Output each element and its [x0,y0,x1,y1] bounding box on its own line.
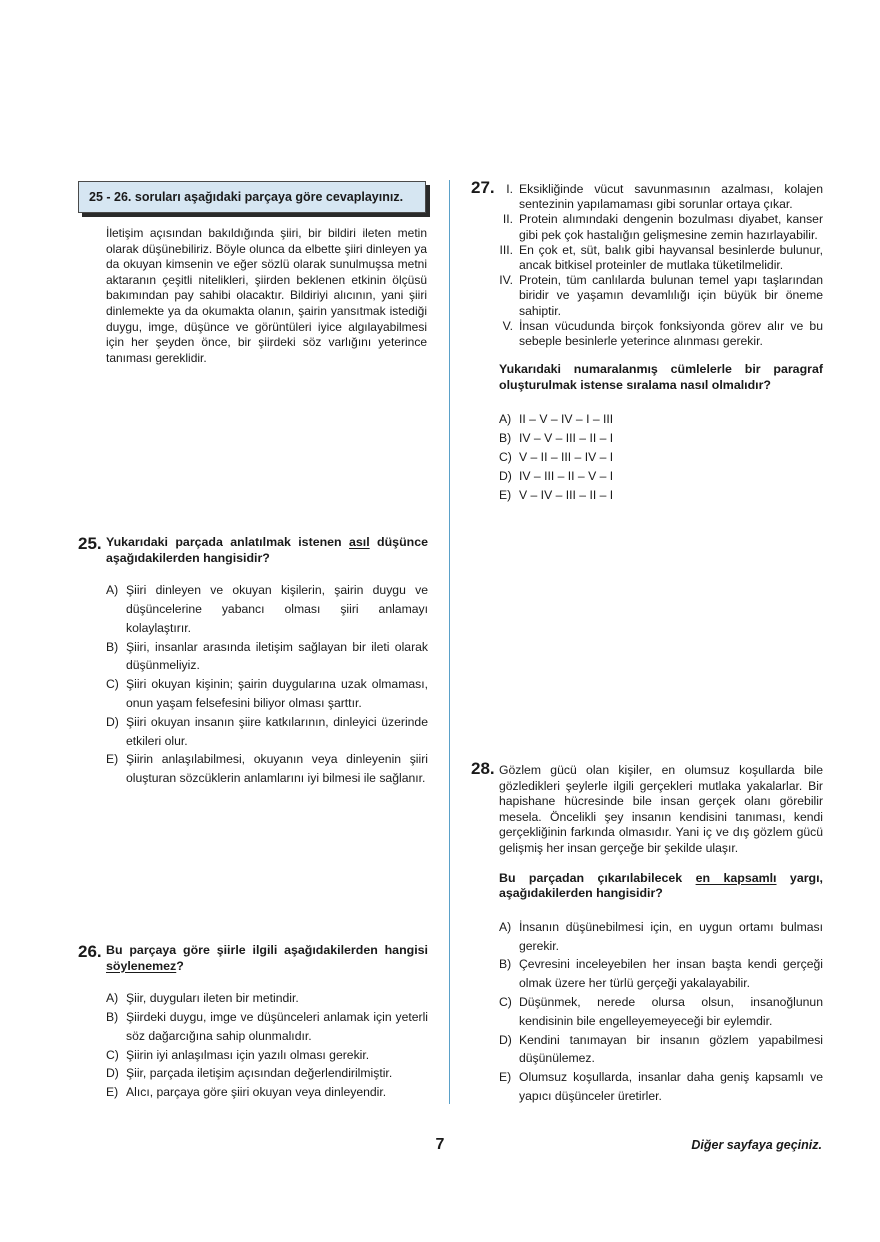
question-27 [471,179,823,504]
question-number: 25. [78,534,102,553]
option-e[interactable]: E) Olumsuz koşullarda, insanlar daha geniş kapsamlı ve yapıcı düşünceler üretirler. [499,1070,823,1103]
option-b[interactable]: B) IV – V – III – II – I [499,431,614,446]
underlined-word: söylenemez [106,958,177,973]
sentence-v: V. İnsan vücudunda birçok fonksiyonda görev alır ve bu sebeple besinlerle yeterince alınması gerekir. [502,318,823,349]
underlined-word: asıl [349,535,370,549]
question-stem: Bu parçaya göre şiirle ilgili aşağıdakilerden hangisi söylenemez? [106,943,428,973]
options-list [106,581,428,788]
sentence-iii: III. En çok et, süt, balık gibi hayvansal besinlerde bulunur, ancak bitkisel proteinler de mutlaka tüketilmelidir. [499,242,823,273]
sentence-iv: IV. Protein, tüm canlılarda bulunan temel yapı taşlarından biridir ve yaşamın devamlılığı için büyük bir öneme sahiptir. [499,273,823,318]
option-a[interactable]: A) Şiir, duyguları ileten bir metindir. [106,991,299,1006]
question-stem: Bu parçadan çıkarılabilecek en kapsamlı yargı, aşağıdakilerden hangisidir? [499,870,823,901]
option-b[interactable]: B) Şiiri, insanlar arasında iletişim sağlayan bir ileti olarak düşünmeliyiz. [106,639,428,673]
sentence-ii: II. Protein alımındaki dengenin bozulması diyabet, kanser gibi pek çok hastalığın gelişmesine zemin hazırlayabilir. [502,212,823,242]
column-divider [449,180,450,1104]
option-c[interactable]: C) Şiiri okuyan kişinin; şairin duygularına uzak olmaması, onun yaşam felsefesini biliyor olması şarttır. [106,677,428,710]
options-list [499,410,799,504]
option-c[interactable]: C) V – II – III – IV – I [499,450,614,465]
option-a[interactable]: A) II – V – IV – I – III [499,412,614,427]
option-e[interactable]: E) V – IV – III – II – I [499,487,614,502]
option-e[interactable]: E) Alıcı, parçaya göre şiiri okuyan veya dinleyendir. [106,1085,387,1100]
question-25 [78,535,428,788]
option-d[interactable]: D) IV – III – II – V – I [499,468,614,483]
passage-header: 25 - 26. soruları aşağıdaki parçaya göre cevaplayınız. [89,190,404,204]
question-number: 26. [78,942,102,961]
sentence-i: I. Eksikliğinde vücut savunmasının azalması, kolajen sentezinin yapılamaması gibi sorunlar ortaya çıkar. [506,182,823,212]
option-b[interactable]: B) Çevresini inceleyebilen her insan başta kendi gerçeği olmak üzere her türlü gerçeği yakalayabilir. [499,957,823,991]
option-b[interactable]: B) Şiirdeki duygu, imge ve düşünceleri anlamak için yeterli söz dağarcığına sahip olunmalıdır. [106,1009,428,1043]
passage-text: İletişim açısından bakıldığında şiiri, bir bildiri ileten metin olarak düşünebiliriz. Böyle olunca da elbette şiiri dinleyen ya da okuyan kimsenin ve eğer sözlü olarak sunulmuşsa metni aktaranın çeşitli nitelikleri, şiirden beklenen etkinin ölçüsü bakımından pay sahibi olacaktır. Bildiriyi alıcının, yani şiiri dinlemekte ya da okumakta olanın, şairin yansıtmak istediği duygu, imge, düşünce ve görüntüleri iyice algılayabilmesi için her şeyden önce, bir şiirdeki söz varlığını yeterince tanıması gereklidir. [106,226,427,365]
question-stem: Yukarıdaki numaralanmış cümlelerle bir paragraf oluşturulmak istense sıralama nasıl olmalıdır? [499,362,823,392]
question-stem: Yukarıdaki parçada anlatılmak istenen asıl düşünce aşağıdakilerden hangisidir? [106,535,428,565]
question-26 [78,943,428,1102]
question-number: 27. [471,178,495,197]
options-list [499,918,823,1106]
options-list [106,989,428,1102]
option-e[interactable]: E) Şiirin anlaşılabilmesi, okuyanın veya dinleyenin şiiri oluşturan sözcüklerin anlamlarını iyi bilmesi ile sağlanır. [106,752,428,786]
option-a[interactable]: A) Şiiri dinleyen ve okuyan kişilerin, şairin duygu ve düşüncelerine yabancı olması şiiri anlamayı kolaylaştırır. [106,583,428,635]
passage-header-box [78,181,426,213]
question-28 [471,760,823,1106]
page-number: 7 [435,1136,445,1153]
question-number: 28. [471,759,495,778]
option-d[interactable]: D) Şiiri okuyan insanın şiire katkılarının, dinleyici üzerinde etkileri olur. [106,714,428,748]
option-d[interactable]: D) Kendini tanımayan bir insanın gözlem yapabilmesi düşünülemez. [499,1032,823,1066]
option-d[interactable]: D) Şiir, parçada iletişim açısından değerlendirilmiştir. [106,1066,393,1081]
next-page-note: Diğer sayfaya geçiniz. [691,1138,822,1152]
option-c[interactable]: C) Düşünmek, nerede olursa olsun, insanoğlunun kendisinin bile engelleyemeyeceği bir eylemdir. [499,994,823,1028]
question-passage: Gözlem gücü olan kişiler, en olumsuz koşullarda bile gözledikleri şeylerle ilgili gerçekleri mutlaka yakalarlar. Bir hapishane hücresinde bile insan gerçek olanı görebilir mesela. Öncelikli şey insanın kendisini tanıması, kendi gerçekliğinin farkında olmasıdır. Yani iç ve dış gözlem gücü gelişmiş her insan gerçeğe bir şekilde ulaşır. [499,763,823,855]
option-c[interactable]: C) Şiirin iyi anlaşılması için yazılı olması gerekir. [106,1047,370,1062]
underlined-word: en kapsamlı [695,870,777,885]
option-a[interactable]: A) İnsanın düşünebilmesi için, en uygun ortamı bulması gerekir. [499,919,823,953]
numbered-sentences [493,179,823,349]
